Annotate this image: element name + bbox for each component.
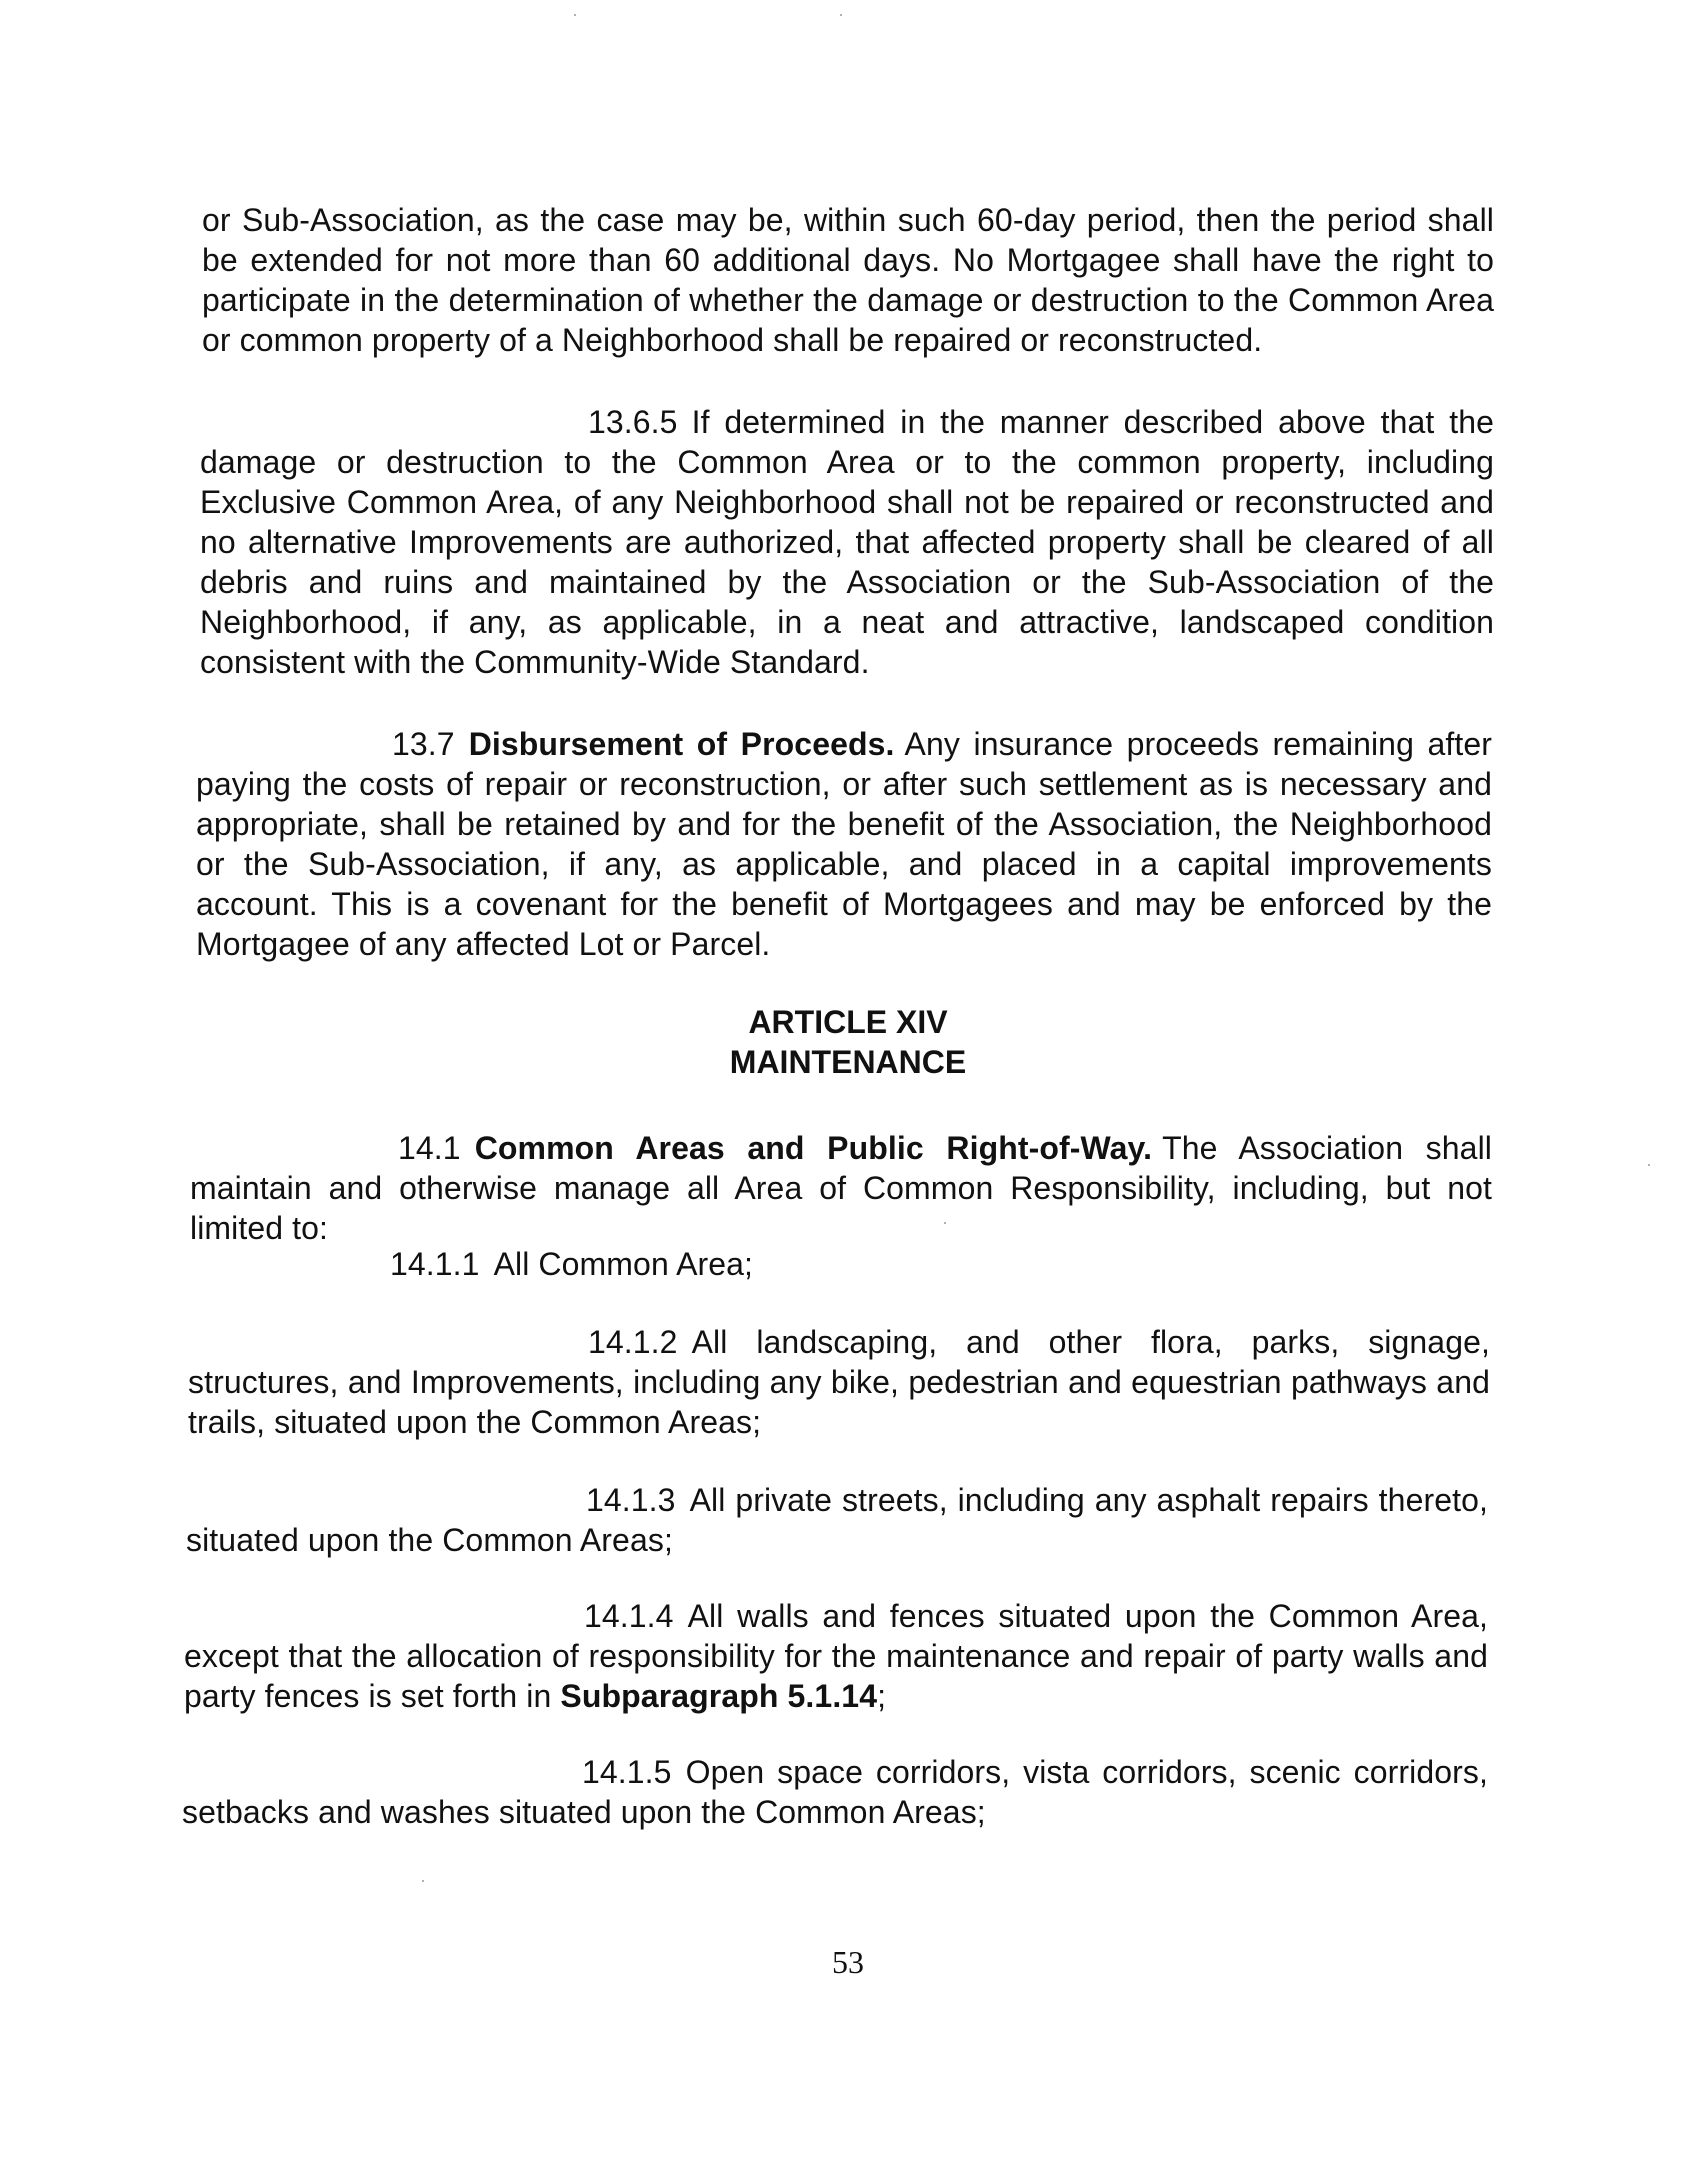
article-title: MAINTENANCE (729, 1044, 967, 1080)
subsection-number: 14.1.4 (584, 1598, 674, 1634)
subsection-number: 14.1.2 (588, 1324, 678, 1360)
paragraph-text: If determined in the manner described above that the damage or destruction to the Common Area or to the common property, including Exclusive Common Area, of any Neighborhood shall not be repaired or reconstructed and no alternative Improvements are authorized, that affected property shall be cleared of all debris and ruins and maintained by the Association or the Sub-Association of the Neighborhood, if any, as applicable, in a neat and attractive, landscaped condition consistent with the Community-Wide Standard. (200, 404, 1494, 680)
subsection-tail: ; (877, 1678, 887, 1714)
paragraph-14-1 (190, 1128, 1492, 1248)
subsection-text: Open space corridors, vista corridors, scenic corridors, setbacks and washes situated upon the Common Areas; (182, 1754, 1488, 1830)
scan-speck (840, 14, 842, 16)
paragraph-continuation (202, 200, 1494, 360)
section-heading: Disbursement of Proceeds. (468, 726, 895, 762)
section-number: 14.1 (398, 1130, 461, 1166)
subsection-14-1-5 (182, 1752, 1488, 1832)
section-number: 13.6.5 (588, 404, 678, 440)
page-number: 53 (832, 1944, 864, 1980)
scan-speck (574, 14, 576, 16)
section-heading: Common Areas and Public Right-of-Way. (474, 1130, 1153, 1166)
subsection-14-1-4 (184, 1596, 1488, 1716)
subsection-text: All landscaping, and other flora, parks, signage, structures, and Improvements, including any bike, pedestrian and equestrian pathways and trails, situated upon the Common Areas; (188, 1324, 1490, 1440)
scan-speck (1648, 1164, 1650, 1166)
subsection-text: All walls and fences situated upon the Common Area, except that the allocation of responsibility for the maintenance and repair of party walls and party fences is set forth in (184, 1598, 1488, 1714)
paragraph-text: Any insurance proceeds remaining after paying the costs of repair or reconstruction, or after such settlement as is necessary and appropriate, shall be retained by and for the benefit of the Association, the Neighborhood or the Sub-Association, if any, as applicable, and placed in a capital improvements account. This is a covenant for the benefit of Mortgagees and may be enforced by the Mortgagee of any affected Lot or Parcel. (196, 726, 1492, 962)
subsection-number: 14.1.1 (390, 1246, 480, 1282)
subsection-number: 14.1.3 (586, 1482, 676, 1518)
paragraph-13-7 (196, 724, 1492, 964)
paragraph-text: The Association shall maintain and otherwise manage all Area of Common Responsibility, including, but not limited to: (190, 1130, 1492, 1246)
subsection-text: All Common Area; (493, 1246, 754, 1282)
article-number: ARTICLE XIV (748, 1004, 948, 1040)
scan-speck (944, 1222, 946, 1224)
paragraph-text: or Sub-Association, as the case may be, within such 60-day period, then the period shall be extended for not more than 60 additional days. No Mortgagee shall have the right to participate in the determination of whether the damage or destruction to the Common Area or common property of a Neighborhood shall be repaired or reconstructed. (202, 202, 1494, 358)
subsection-14-1-2 (188, 1322, 1490, 1442)
paragraph-13-6-5 (200, 402, 1494, 682)
subsection-14-1-1 (390, 1244, 1490, 1284)
subsection-text: All private streets, including any asphalt repairs thereto, situated upon the Common Areas; (186, 1482, 1488, 1558)
section-number: 13.7 (392, 726, 455, 762)
subsection-number: 14.1.5 (582, 1754, 672, 1790)
scan-speck (422, 1880, 424, 1882)
subsection-14-1-3 (186, 1480, 1488, 1560)
subparagraph-reference: Subparagraph 5.1.14 (560, 1678, 878, 1714)
